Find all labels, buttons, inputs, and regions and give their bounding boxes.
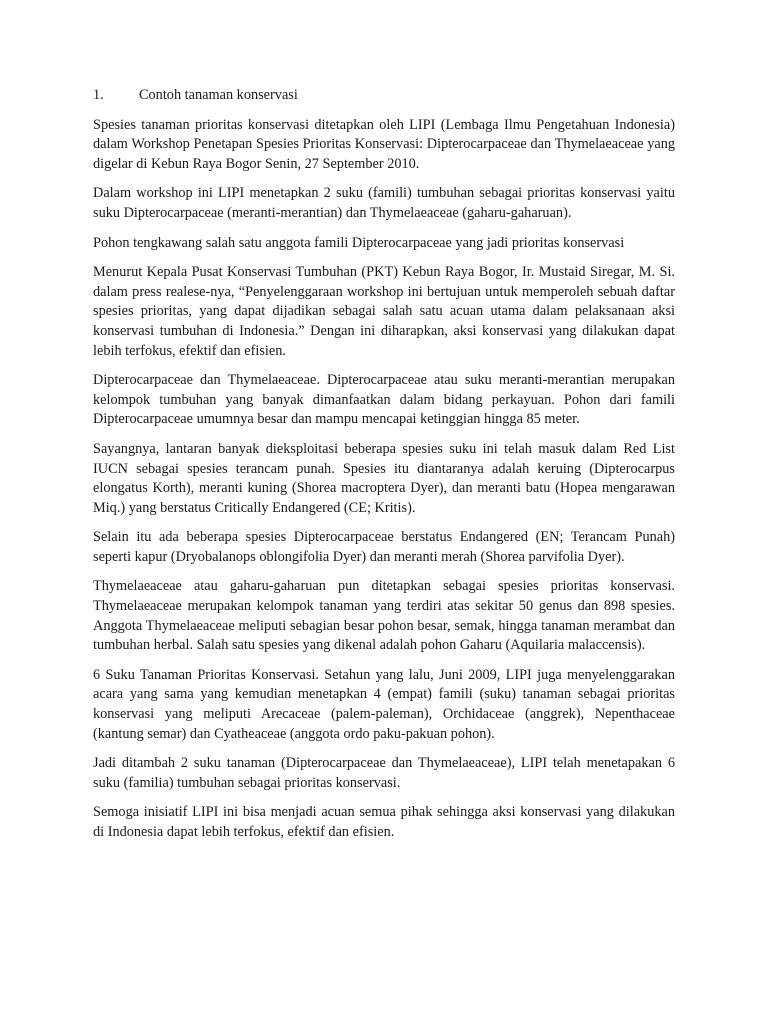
paragraph: Semoga inisiatif LIPI ini bisa menjadi acuan semua pihak sehingga aksi konservasi yang dilakukan di Indonesia dapat lebih terfokus, efektif dan efisien.	[93, 804, 675, 840]
paragraph: Dalam workshop ini LIPI menetapkan 2 suku (famili) tumbuhan sebagai prioritas konservasi yaitu suku Dipterocarpaceae (meranti-merantian) dan Thymelaeaceae (gaharu-gaharuan).	[93, 185, 675, 221]
paragraph: 6 Suku Tanaman Prioritas Konservasi. Setahun yang lalu, Juni 2009, LIPI juga menyelenggarakan acara yang sama yang kemudian menetapkan 4 (empat) famili (suku) tanaman sebagai prioritas konservasi yang meliputi Arecaceae (palem-paleman), Orchidaceae (anggrek), Nepenthaceae (kantung semar) dan Cyatheaceae (anggota ordo paku-pakuan pohon).	[93, 666, 675, 742]
section-title: Contoh tanaman konservasi	[139, 87, 298, 103]
paragraph: Selain itu ada beberapa spesies Dipterocarpaceae berstatus Endangered (EN; Terancam Punah) seperti kapur (Dryobalanops oblongifolia Dyer) dan meranti merah (Shorea parvifolia Dyer).	[93, 529, 675, 565]
paragraph: Spesies tanaman prioritas konservasi ditetapkan oleh LIPI (Lembaga Ilmu Pengetahuan Indonesia) dalam Workshop Penetapan Spesies Prioritas Konservasi: Dipterocarpaceae dan Thymelaeaceae yang digelar di Kebun Raya Bogor Senin, 27 September 2010.	[93, 116, 675, 172]
section-number: 1.	[93, 87, 104, 103]
paragraph: Pohon tengkawang salah satu anggota famili Dipterocarpaceae yang jadi prioritas konservasi	[93, 234, 625, 251]
section-heading	[93, 86, 675, 106]
document-page	[93, 86, 675, 853]
paragraph: Dipterocarpaceae dan Thymelaeaceae. Dipterocarpaceae atau suku meranti-merantian merupakan kelompok tumbuhan yang banyak dimanfaatkan dalam bidang perkayuan. Pohon dari famili Dipterocarpaceae umumnya besar dan mampu mencapai ketinggian hingga 85 meter.	[93, 372, 675, 428]
paragraph: Jadi ditambah 2 suku tanaman (Dipterocarpaceae dan Thymelaeaceae), LIPI telah menetapakan 6 suku (familia) tumbuhan sebagai prioritas konservasi.	[93, 755, 675, 791]
paragraph: Menurut Kepala Pusat Konservasi Tumbuhan (PKT) Kebun Raya Bogor, Ir. Mustaid Siregar, M. Si. dalam press realese-nya, “Penyelenggaraan workshop ini bertujuan untuk memperoleh sebuah daftar spesies prioritas, yang dapat dijadikan sebagai salah satu acuan utama dalam pelaksanaan aksi konservasi tumbuhan di Indonesia.” Dengan ini diharapkan, aksi konservasi yang dilakukan dapat lebih terfokus, efektif dan efisien.	[93, 264, 675, 359]
paragraph: Thymelaeaceae atau gaharu-gaharuan pun ditetapkan sebagai spesies prioritas konservasi. Thymelaeaceae merupakan kelompok tanaman yang terdiri atas sekitar 50 genus dan 898 spesies. Anggota Thymelaeaceae meliputi sebagian besar pohon besar, semak, hingga tanaman merambat dan tumbuhan herbal. Salah satu spesies yang dikenal adalah pohon Gaharu (Aquilaria malaccensis).	[93, 578, 675, 654]
paragraph: Sayangnya, lantaran banyak dieksploitasi beberapa spesies suku ini telah masuk dalam Red List IUCN sebagai spesies terancam punah. Spesies itu diantaranya adalah keruing (Dipterocarpus elongatus Korth), meranti kuning (Shorea macroptera Dyer), dan meranti batu (Hopea mengarawan Miq.) yang berstatus Critically Endangered (CE; Kritis).	[93, 440, 675, 516]
